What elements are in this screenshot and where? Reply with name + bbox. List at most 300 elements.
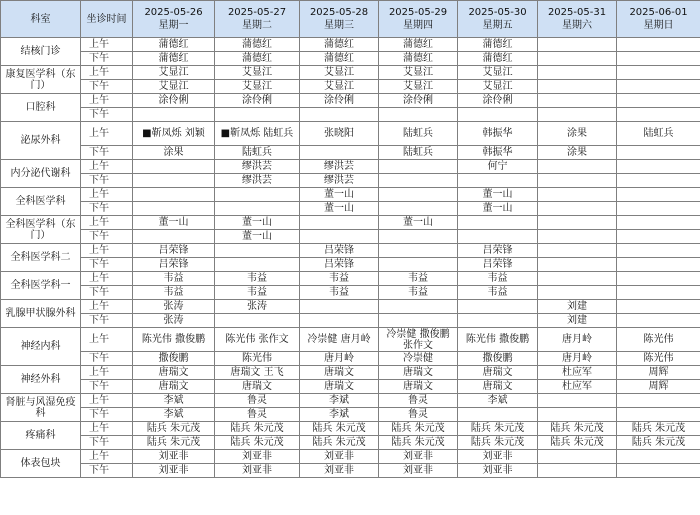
doctor-cell xyxy=(538,108,617,122)
doctor-cell xyxy=(538,216,617,230)
day-date: 2025-05-30 xyxy=(468,7,527,18)
doctor-cell xyxy=(458,174,538,188)
period-cell: 下午 xyxy=(81,80,133,94)
period-cell: 上午 xyxy=(81,422,133,436)
day-date: 2025-05-29 xyxy=(388,7,448,18)
doctor-cell xyxy=(458,300,538,314)
doctor-cell: 刘亚非 xyxy=(300,464,379,478)
doctor-cell xyxy=(617,146,700,160)
doctor-cell: 董一山 xyxy=(215,230,300,244)
doctor-cell xyxy=(379,174,458,188)
table-row xyxy=(1,450,700,464)
doctor-cell xyxy=(617,258,700,272)
period-cell: 下午 xyxy=(81,314,133,328)
table-row xyxy=(1,436,700,450)
department-name: 内分泌代谢科 xyxy=(1,160,81,188)
day-date: 2025-05-27 xyxy=(227,7,287,18)
doctor-cell: 涂伶俐 xyxy=(215,94,300,108)
doctor-cell: 董一山 xyxy=(215,216,300,230)
period-cell: 下午 xyxy=(81,108,133,122)
table-row xyxy=(1,108,700,122)
doctor-cell xyxy=(133,160,215,174)
doctor-cell: 涂伶俐 xyxy=(133,94,215,108)
day-date: 2025-05-28 xyxy=(309,7,369,18)
doctor-cell xyxy=(617,80,700,94)
doctor-cell: 周辉 xyxy=(617,380,700,394)
doctor-cell: 陆虹兵 xyxy=(617,122,700,146)
table-row xyxy=(1,230,700,244)
doctor-cell: 董一山 xyxy=(379,216,458,230)
period-cell: 上午 xyxy=(81,66,133,80)
doctor-cell xyxy=(300,108,379,122)
doctor-cell: 陈光伟 撒俊鹏 xyxy=(458,328,538,352)
doctor-cell: 陈光伟 xyxy=(617,352,700,366)
doctor-cell: 韦益 xyxy=(458,272,538,286)
doctor-cell xyxy=(617,202,700,216)
doctor-cell: 陈光伟 张作文 xyxy=(215,328,300,352)
period-cell: 上午 xyxy=(81,366,133,380)
doctor-cell xyxy=(538,52,617,66)
doctor-cell: 冷崇健 撒俊鹏 张作文 xyxy=(379,328,458,352)
doctor-cell: 韦益 xyxy=(133,272,215,286)
doctor-cell: 李斌 xyxy=(458,394,538,408)
department-name: 结核门诊 xyxy=(1,38,81,66)
doctor-cell xyxy=(458,216,538,230)
doctor-cell: 涂果 xyxy=(538,122,617,146)
doctor-cell xyxy=(458,108,538,122)
table-row xyxy=(1,80,700,94)
doctor-cell: 冷崇健 xyxy=(379,352,458,366)
doctor-cell xyxy=(215,202,300,216)
doctor-cell xyxy=(538,188,617,202)
department-name: 肾脏与风湿免疫科 xyxy=(1,394,81,422)
department-name: 康复医学科（东门） xyxy=(1,66,81,94)
doctor-cell: 唐瑞文 xyxy=(379,380,458,394)
doctor-cell: 艾显江 xyxy=(215,80,300,94)
doctor-cell: 陆兵 朱元茂 xyxy=(133,436,215,450)
table-row xyxy=(1,244,700,258)
table-row xyxy=(1,380,700,394)
doctor-cell: 刘亚非 xyxy=(379,464,458,478)
period-cell: 下午 xyxy=(81,286,133,300)
doctor-cell xyxy=(617,230,700,244)
doctor-cell xyxy=(617,450,700,464)
table-row xyxy=(1,272,700,286)
doctor-cell xyxy=(538,94,617,108)
table-row xyxy=(1,258,700,272)
doctor-cell xyxy=(617,464,700,478)
doctor-cell: 董一山 xyxy=(133,216,215,230)
period-cell: 下午 xyxy=(81,258,133,272)
period-cell: 下午 xyxy=(81,52,133,66)
doctor-cell: 艾显江 xyxy=(300,66,379,80)
doctor-cell: 艾显江 xyxy=(300,80,379,94)
doctor-cell xyxy=(617,188,700,202)
doctor-cell: 唐瑞文 xyxy=(215,380,300,394)
period-cell: 下午 xyxy=(81,464,133,478)
table-row xyxy=(1,408,700,422)
doctor-cell: 蒲德红 xyxy=(133,52,215,66)
doctor-cell: 刘亚非 xyxy=(133,464,215,478)
doctor-cell: 撒俊鹏 xyxy=(133,352,215,366)
doctor-cell xyxy=(617,216,700,230)
doctor-cell: ■靳凤烁 刘颖 xyxy=(133,122,215,146)
department-name: 乳腺甲状腺外科 xyxy=(1,300,81,328)
doctor-cell xyxy=(538,408,617,422)
doctor-cell: 韩振华 xyxy=(458,146,538,160)
doctor-cell: 韦益 xyxy=(133,286,215,300)
doctor-cell: 唐瑞文 xyxy=(300,366,379,380)
doctor-cell: 董一山 xyxy=(458,202,538,216)
doctor-cell: 唐瑞文 xyxy=(133,366,215,380)
doctor-cell: 陆虹兵 xyxy=(379,122,458,146)
period-cell: 下午 xyxy=(81,408,133,422)
department-name: 全科医学科二 xyxy=(1,244,81,272)
doctor-cell: 唐月岭 xyxy=(538,328,617,352)
doctor-cell xyxy=(617,66,700,80)
day-date: 2025-05-26 xyxy=(144,7,203,18)
doctor-cell: 艾显江 xyxy=(458,80,538,94)
doctor-cell: 陆兵 朱元茂 xyxy=(300,436,379,450)
doctor-cell xyxy=(379,188,458,202)
doctor-cell: 刘亚非 xyxy=(458,450,538,464)
doctor-cell xyxy=(215,244,300,258)
doctor-cell: 唐瑞文 xyxy=(300,380,379,394)
department-name: 口腔科 xyxy=(1,94,81,122)
table-row xyxy=(1,422,700,436)
doctor-cell: 陆兵 朱元茂 xyxy=(215,422,300,436)
doctor-cell: 唐瑞文 xyxy=(133,380,215,394)
table-row xyxy=(1,286,700,300)
day-weekday: 星期三 xyxy=(324,20,354,31)
period-cell: 下午 xyxy=(81,436,133,450)
period-cell: 上午 xyxy=(81,300,133,314)
table-row xyxy=(1,94,700,108)
day-date: 2025-06-01 xyxy=(629,7,688,18)
doctor-cell: 蒲德红 xyxy=(300,52,379,66)
day-header xyxy=(133,1,215,38)
doctor-cell: 何宁 xyxy=(458,160,538,174)
doctor-cell xyxy=(538,80,617,94)
doctor-cell xyxy=(379,300,458,314)
doctor-cell: 涂果 xyxy=(133,146,215,160)
doctor-cell: 陈光伟 撒俊鹏 xyxy=(133,328,215,352)
doctor-cell: 张涛 xyxy=(215,300,300,314)
doctor-cell: 李斌 xyxy=(133,394,215,408)
doctor-cell xyxy=(617,108,700,122)
doctor-cell xyxy=(215,188,300,202)
period-cell: 上午 xyxy=(81,328,133,352)
doctor-cell xyxy=(300,146,379,160)
doctor-cell xyxy=(379,202,458,216)
doctor-cell: 李斌 xyxy=(133,408,215,422)
schedule-body xyxy=(1,38,700,478)
doctor-cell xyxy=(133,188,215,202)
doctor-cell: 刘亚非 xyxy=(133,450,215,464)
doctor-cell xyxy=(538,464,617,478)
period-cell: 下午 xyxy=(81,174,133,188)
doctor-cell xyxy=(133,230,215,244)
period-cell: 上午 xyxy=(81,244,133,258)
doctor-cell: 刘亚非 xyxy=(215,464,300,478)
period-cell: 上午 xyxy=(81,272,133,286)
doctor-cell: 唐月岭 xyxy=(300,352,379,366)
department-name: 体表包块 xyxy=(1,450,81,478)
period-cell: 上午 xyxy=(81,38,133,52)
doctor-cell: 陈光伟 xyxy=(215,352,300,366)
department-name: 泌尿外科 xyxy=(1,122,81,160)
doctor-cell: 蒲德红 xyxy=(379,38,458,52)
doctor-cell xyxy=(215,108,300,122)
doctor-cell: 吕荣锋 xyxy=(458,244,538,258)
doctor-cell xyxy=(617,394,700,408)
doctor-cell: 刘建 xyxy=(538,314,617,328)
doctor-cell: 刘建 xyxy=(538,300,617,314)
doctor-cell: 艾显江 xyxy=(379,80,458,94)
doctor-cell: 陆兵 朱元茂 xyxy=(133,422,215,436)
doctor-cell xyxy=(538,160,617,174)
day-header xyxy=(300,1,379,38)
doctor-cell: 唐瑞文 xyxy=(379,366,458,380)
table-row xyxy=(1,300,700,314)
doctor-cell xyxy=(617,38,700,52)
doctor-cell xyxy=(379,108,458,122)
doctor-cell: 吕荣锋 xyxy=(300,258,379,272)
doctor-cell: 鲁灵 xyxy=(379,394,458,408)
period-cell: 上午 xyxy=(81,450,133,464)
table-row xyxy=(1,146,700,160)
doctor-cell: 陆兵 朱元茂 xyxy=(379,422,458,436)
doctor-cell xyxy=(617,272,700,286)
table-row xyxy=(1,52,700,66)
table-row xyxy=(1,202,700,216)
day-weekday: 星期四 xyxy=(403,20,433,31)
doctor-cell: 蒲德红 xyxy=(379,52,458,66)
doctor-cell: 陆兵 朱元茂 xyxy=(538,422,617,436)
doctor-cell: 蒲德红 xyxy=(458,52,538,66)
doctor-cell: 唐瑞文 xyxy=(458,380,538,394)
header-row xyxy=(1,1,700,38)
doctor-cell: 韦益 xyxy=(300,286,379,300)
doctor-cell: 吕荣锋 xyxy=(458,258,538,272)
day-header xyxy=(538,1,617,38)
table-row xyxy=(1,174,700,188)
doctor-cell: 刘亚非 xyxy=(379,450,458,464)
doctor-cell: 李斌 xyxy=(300,394,379,408)
doctor-cell: 陆虹兵 xyxy=(379,146,458,160)
doctor-cell: 撒俊鹏 xyxy=(458,352,538,366)
doctor-cell: 唐瑞文 王飞 xyxy=(215,366,300,380)
doctor-cell: 陆兵 朱元茂 xyxy=(617,436,700,450)
doctor-cell xyxy=(300,216,379,230)
doctor-cell xyxy=(458,314,538,328)
doctor-cell xyxy=(379,160,458,174)
doctor-cell: 刘亚非 xyxy=(458,464,538,478)
day-header xyxy=(379,1,458,38)
doctor-cell: 艾显江 xyxy=(215,66,300,80)
doctor-cell: 缪洪芸 xyxy=(215,160,300,174)
doctor-cell xyxy=(617,52,700,66)
doctor-cell xyxy=(538,450,617,464)
doctor-cell: 涂伶俐 xyxy=(458,94,538,108)
period-cell: 下午 xyxy=(81,146,133,160)
doctor-cell: 蒲德红 xyxy=(300,38,379,52)
doctor-cell: 韦益 xyxy=(215,272,300,286)
period-cell: 上午 xyxy=(81,122,133,146)
doctor-cell: 韦益 xyxy=(300,272,379,286)
doctor-cell: 艾显江 xyxy=(379,66,458,80)
department-name: 疼痛科 xyxy=(1,422,81,450)
doctor-cell xyxy=(300,300,379,314)
doctor-cell xyxy=(538,66,617,80)
day-weekday: 星期一 xyxy=(158,20,189,31)
doctor-cell: 唐瑞文 xyxy=(458,366,538,380)
period-cell: 上午 xyxy=(81,394,133,408)
department-name: 神经外科 xyxy=(1,366,81,394)
doctor-cell: 蒲德红 xyxy=(133,38,215,52)
doctor-cell xyxy=(538,286,617,300)
table-row xyxy=(1,394,700,408)
doctor-cell: 陆兵 朱元茂 xyxy=(300,422,379,436)
doctor-cell xyxy=(458,408,538,422)
doctor-cell xyxy=(300,314,379,328)
doctor-cell xyxy=(133,174,215,188)
day-weekday: 星期五 xyxy=(482,20,513,31)
doctor-cell xyxy=(617,286,700,300)
doctor-cell: 冷崇健 唐月岭 xyxy=(300,328,379,352)
doctor-cell xyxy=(538,394,617,408)
doctor-cell: 张晓阳 xyxy=(300,122,379,146)
doctor-cell: 李斌 xyxy=(300,408,379,422)
doctor-cell xyxy=(617,244,700,258)
doctor-cell xyxy=(379,314,458,328)
doctor-cell: 周辉 xyxy=(617,366,700,380)
doctor-cell: 吕荣锋 xyxy=(133,258,215,272)
doctor-cell xyxy=(379,244,458,258)
doctor-cell: 涂果 xyxy=(538,146,617,160)
doctor-cell: 杜应军 xyxy=(538,380,617,394)
doctor-cell: ■靳凤烁 陆虹兵 xyxy=(215,122,300,146)
doctor-cell xyxy=(300,230,379,244)
period-cell: 上午 xyxy=(81,216,133,230)
table-row xyxy=(1,352,700,366)
doctor-cell: 陆兵 朱元茂 xyxy=(215,436,300,450)
doctor-cell: 鲁灵 xyxy=(215,394,300,408)
doctor-cell: 吕荣锋 xyxy=(133,244,215,258)
department-name: 全科医学科 xyxy=(1,188,81,216)
day-date: 2025-05-31 xyxy=(547,7,607,18)
doctor-cell xyxy=(538,244,617,258)
doctor-cell xyxy=(617,408,700,422)
doctor-cell: 涂伶俐 xyxy=(379,94,458,108)
time-header: 坐诊时间 xyxy=(81,1,133,38)
doctor-cell: 张涛 xyxy=(133,300,215,314)
doctor-cell xyxy=(538,272,617,286)
doctor-cell: 涂伶俐 xyxy=(300,94,379,108)
doctor-cell: 蒲德红 xyxy=(215,52,300,66)
doctor-cell: 韩振华 xyxy=(458,122,538,146)
day-weekday: 星期二 xyxy=(242,20,272,31)
table-row xyxy=(1,188,700,202)
table-row xyxy=(1,366,700,380)
doctor-cell: 陆兵 朱元茂 xyxy=(458,436,538,450)
doctor-cell: 吕荣锋 xyxy=(300,244,379,258)
doctor-cell: 鲁灵 xyxy=(379,408,458,422)
doctor-cell: 董一山 xyxy=(458,188,538,202)
doctor-cell: 缪洪芸 xyxy=(300,160,379,174)
period-cell: 上午 xyxy=(81,188,133,202)
period-cell: 上午 xyxy=(81,160,133,174)
doctor-cell xyxy=(617,300,700,314)
doctor-cell: 缪洪芸 xyxy=(300,174,379,188)
doctor-cell: 韦益 xyxy=(379,286,458,300)
doctor-cell xyxy=(617,314,700,328)
doctor-cell xyxy=(215,314,300,328)
period-cell: 下午 xyxy=(81,352,133,366)
doctor-cell: 刘亚非 xyxy=(215,450,300,464)
doctor-cell xyxy=(617,160,700,174)
doctor-cell xyxy=(458,230,538,244)
doctor-cell: 蒲德红 xyxy=(458,38,538,52)
doctor-cell: 杜应军 xyxy=(538,366,617,380)
day-weekday: 星期六 xyxy=(562,20,592,31)
doctor-cell: 董一山 xyxy=(300,188,379,202)
period-cell: 下午 xyxy=(81,380,133,394)
doctor-cell: 鲁灵 xyxy=(215,408,300,422)
doctor-cell: 陆兵 朱元茂 xyxy=(538,436,617,450)
doctor-cell xyxy=(215,258,300,272)
doctor-cell: 张涛 xyxy=(133,314,215,328)
table-row xyxy=(1,464,700,478)
doctor-cell: 韦益 xyxy=(458,286,538,300)
doctor-cell: 艾显江 xyxy=(133,66,215,80)
table-row xyxy=(1,314,700,328)
table-row xyxy=(1,122,700,146)
doctor-cell xyxy=(133,202,215,216)
day-weekday: 星期日 xyxy=(643,20,674,31)
doctor-cell: 唐月岭 xyxy=(538,352,617,366)
doctor-cell xyxy=(379,230,458,244)
dept-header: 科室 xyxy=(1,1,81,38)
table-row xyxy=(1,160,700,174)
doctor-cell xyxy=(617,174,700,188)
day-header xyxy=(617,1,700,38)
period-cell: 下午 xyxy=(81,230,133,244)
doctor-cell: 艾显江 xyxy=(133,80,215,94)
doctor-cell xyxy=(538,174,617,188)
department-name: 全科医学科（东门） xyxy=(1,216,81,244)
table-row xyxy=(1,38,700,52)
doctor-cell xyxy=(379,258,458,272)
doctor-cell: 陈光伟 xyxy=(617,328,700,352)
doctor-cell xyxy=(133,108,215,122)
period-cell: 上午 xyxy=(81,94,133,108)
day-header xyxy=(458,1,538,38)
doctor-cell: 蒲德红 xyxy=(215,38,300,52)
department-name: 全科医学科一 xyxy=(1,272,81,300)
doctor-cell xyxy=(617,94,700,108)
doctor-cell: 陆兵 朱元茂 xyxy=(458,422,538,436)
day-header xyxy=(215,1,300,38)
doctor-cell: 缪洪芸 xyxy=(215,174,300,188)
doctor-cell: 艾显江 xyxy=(458,66,538,80)
doctor-cell xyxy=(538,38,617,52)
doctor-cell: 陆虹兵 xyxy=(215,146,300,160)
doctor-cell: 刘亚非 xyxy=(300,450,379,464)
doctor-cell: 陆兵 朱元茂 xyxy=(617,422,700,436)
table-row xyxy=(1,216,700,230)
doctor-cell xyxy=(538,230,617,244)
